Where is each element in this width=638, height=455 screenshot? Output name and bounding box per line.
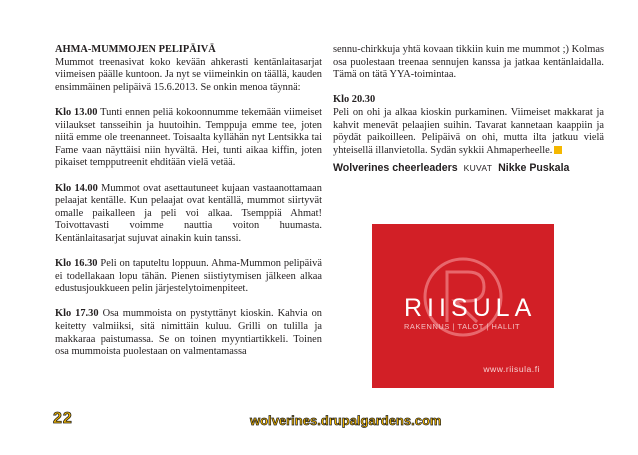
entry-text: Peli on taputeltu loppuun. Ahma-Mummon pelipäivä ei todellakaan lopu tähän. Pienen siistiytymisen jälkeen alkaa edustusjoukkueen pelin järjestelytoimenpiteet.	[55, 258, 322, 295]
schedule-entry-continued: sennu-chirkkuja yhtä kovaan tikkiin kuin me mummot ;) Kolmas osa puolestaan treenaa sennujen kanssa ja jatkaa kentänlaidalla. Tämä on tätä YYA-toimintaa.	[333, 44, 604, 81]
entry-time: Klo 14.00	[55, 182, 98, 194]
entry-time: Klo 13.00	[55, 106, 98, 118]
footer-website-link[interactable]: wolverines.drupalgardens.com	[250, 413, 442, 428]
article-heading: AHMA-MUMMOJEN PELIPÄIVÄ	[55, 44, 216, 55]
schedule-entry	[55, 308, 322, 358]
riisula-advertisement[interactable]	[372, 224, 554, 388]
ad-brand-name: RIISULA	[404, 294, 537, 322]
entry-time: Klo 20.30	[333, 94, 376, 106]
credit-label: KUVAT	[463, 163, 493, 174]
article-credits	[333, 162, 604, 175]
ad-tagline: RAKENNUS | TALOT | HALLIT	[404, 322, 521, 331]
schedule-entry	[55, 183, 322, 246]
credit-photographer: Nikke Puskala	[498, 162, 570, 175]
page-number: 22	[53, 410, 73, 427]
article-right-column	[333, 44, 604, 175]
end-mark-icon	[554, 146, 562, 154]
credit-author: Wolverines cheerleaders	[333, 162, 458, 175]
entry-text: Peli on ohi ja alkaa kioskin purkaminen. Viimeiset makkarat ja kahvit menevät pelaajien suihin. Tavarat kannetaan kaappiin ja pöydät paikoilleen. Pelipäivä on ohi, mutta ilta jatkuu vielä yhteisellä illanvietolla. Sydän sykkii Ahmaperheelle.	[333, 106, 604, 156]
article-intro: Mummot treenasivat koko kevään ahkerasti kentänlaitasarjat viimeisen päälle kuntoon. Ja nyt se viimeinkin on täällä, kauden ensimmäinen pelipäivä 15.6.2013. Se onkin menoa täynnä:	[55, 56, 322, 93]
entry-text-part1: Osa mummoista on pystyttänyt kioskin. Kahvia on keitetty valmiiksi, sitä nimittäin kuluu. Grilli on tulilla ja makkaraa paistumassa. Se on toinen myyntiartikkeli. Toinen osa mummoista puolestaan on valmentamassa	[55, 308, 322, 358]
entry-text: Mummot ovat asettautuneet kujaan vastaanottamaan pelaajat kentälle. Kun pelaajat ovat kentällä, mummot siirtyvät omalle paikalleen ja peli voi alkaa. Tsemppiä Ahmat! Toivottavasti voimme nauttia voiton huumasta. Kentänlaitasarjat sujuvat ainakin kuin tanssi.	[55, 182, 322, 244]
schedule-entry	[55, 258, 322, 296]
article-left-column	[55, 44, 322, 371]
entry-time: Klo 17.30	[55, 308, 99, 320]
ad-website-link[interactable]: www.riisula.fi	[483, 364, 540, 374]
schedule-entry	[55, 107, 322, 170]
schedule-entry	[333, 94, 604, 157]
entry-time: Klo 16.30	[55, 258, 98, 270]
entry-text: Tunti ennen peliä kokoonnumme tekemään viimeiset viilaukset tansseihin ja huutoihin. Temppuja emme tee, joten niitä emme ole treenanneet. Toisaalta kyllähän nyt Lentsikka tai Fame vaan näyttäisi niin hyvältä. Hei, tunti aikaa kiffin, joten pikaiset tempputreenit ehditään vielä vetää.	[55, 106, 322, 169]
